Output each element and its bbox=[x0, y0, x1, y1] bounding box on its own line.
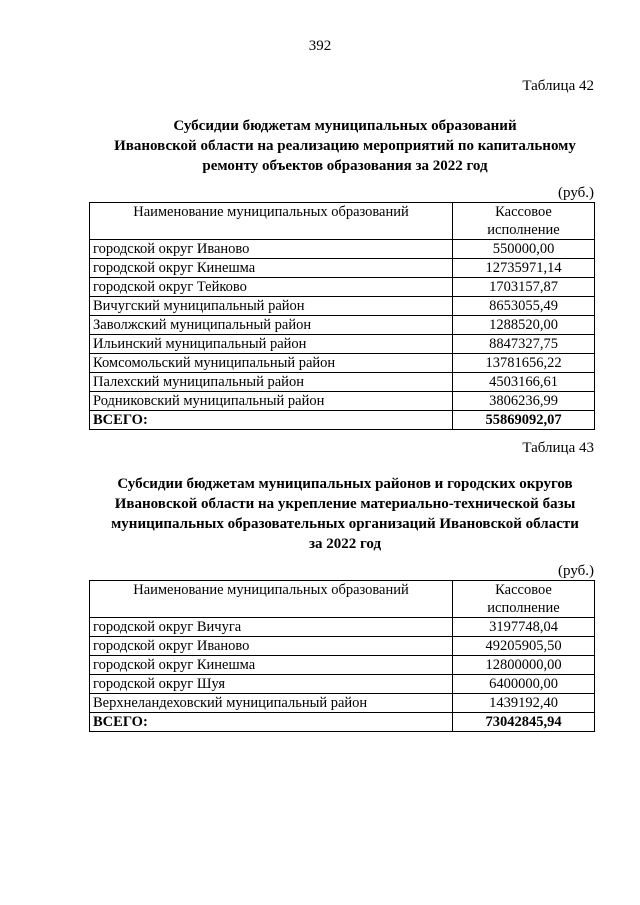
row-name: городской округ Кинешма bbox=[90, 656, 453, 675]
row-name: городской округ Кинешма bbox=[90, 259, 453, 278]
table-43-title bbox=[90, 474, 600, 554]
table-row bbox=[90, 618, 595, 637]
row-value: 4503166,61 bbox=[453, 373, 595, 392]
total-name: ВСЕГО: bbox=[90, 411, 453, 430]
row-value: 49205905,50 bbox=[453, 637, 595, 656]
row-name: Ильинский муниципальный район bbox=[90, 335, 453, 354]
row-name: городской округ Шуя bbox=[90, 675, 453, 694]
row-value: 1703157,87 bbox=[453, 278, 595, 297]
row-value: 1439192,40 bbox=[453, 694, 595, 713]
table-42-title bbox=[90, 116, 600, 176]
row-value: 3197748,04 bbox=[453, 618, 595, 637]
table-row bbox=[90, 392, 595, 411]
row-value: 12735971,14 bbox=[453, 259, 595, 278]
header-name: Наименование муниципальных образований bbox=[90, 203, 453, 240]
header-value bbox=[453, 203, 595, 240]
row-name: городской округ Тейково bbox=[90, 278, 453, 297]
table-row bbox=[90, 278, 595, 297]
table-43-title-line-2: Ивановской области на укрепление материально-технической базы bbox=[114, 496, 576, 512]
row-name: городской округ Иваново bbox=[90, 637, 453, 656]
row-name: городской округ Вичуга bbox=[90, 618, 453, 637]
row-name: городской округ Иваново bbox=[90, 240, 453, 259]
row-name: Палехский муниципальный район bbox=[90, 373, 453, 392]
table-43-label: Таблица 43 bbox=[522, 440, 594, 456]
row-name: Вичугский муниципальный район bbox=[90, 297, 453, 316]
table-42-title-line-1: Субсидии бюджетам муниципальных образований bbox=[173, 118, 517, 134]
table-row bbox=[90, 354, 595, 373]
header-value-line-1: Кассовое bbox=[495, 582, 552, 598]
row-value: 12800000,00 bbox=[453, 656, 595, 675]
row-value: 13781656,22 bbox=[453, 354, 595, 373]
table-header-row bbox=[90, 581, 595, 618]
row-value: 1288520,00 bbox=[453, 316, 595, 335]
table-43-unit: (руб.) bbox=[558, 563, 594, 579]
total-value: 55869092,07 bbox=[453, 411, 595, 430]
table-row bbox=[90, 637, 595, 656]
table-row bbox=[90, 259, 595, 278]
row-value: 8847327,75 bbox=[453, 335, 595, 354]
total-name: ВСЕГО: bbox=[90, 713, 453, 732]
table-42-unit: (руб.) bbox=[558, 185, 594, 201]
header-value-line-1: Кассовое bbox=[495, 204, 552, 220]
table-42-title-line-2: Ивановской области на реализацию мероприятий по капитальному bbox=[114, 138, 576, 154]
table-42-title-line-3: ремонту объектов образования за 2022 год bbox=[202, 158, 488, 174]
total-row bbox=[90, 411, 595, 430]
total-value: 73042845,94 bbox=[453, 713, 595, 732]
row-value: 8653055,49 bbox=[453, 297, 595, 316]
table-row bbox=[90, 240, 595, 259]
header-value-line-2: исполнение bbox=[487, 600, 560, 616]
row-name: Родниковский муниципальный район bbox=[90, 392, 453, 411]
table-row bbox=[90, 297, 595, 316]
table-row bbox=[90, 316, 595, 335]
row-value: 3806236,99 bbox=[453, 392, 595, 411]
header-value bbox=[453, 581, 595, 618]
row-value: 550000,00 bbox=[453, 240, 595, 259]
table-42 bbox=[89, 202, 595, 430]
page-number: 392 bbox=[308, 38, 332, 54]
table-row bbox=[90, 656, 595, 675]
table-42-label: Таблица 42 bbox=[522, 78, 594, 94]
row-name: Заволжский муниципальный район bbox=[90, 316, 453, 335]
table-header-row bbox=[90, 203, 595, 240]
table-43 bbox=[89, 580, 595, 732]
table-43-title-line-1: Субсидии бюджетам муниципальных районов и городских округов bbox=[117, 476, 573, 492]
table-row bbox=[90, 335, 595, 354]
total-row bbox=[90, 713, 595, 732]
table-43-title-line-4: за 2022 год bbox=[308, 536, 382, 552]
table-row bbox=[90, 373, 595, 392]
row-name: Комсомольский муниципальный район bbox=[90, 354, 453, 373]
row-value: 6400000,00 bbox=[453, 675, 595, 694]
table-row bbox=[90, 675, 595, 694]
table-43-title-line-3: муниципальных образовательных организаций Ивановской области bbox=[111, 516, 579, 532]
header-name: Наименование муниципальных образований bbox=[90, 581, 453, 618]
table-row bbox=[90, 694, 595, 713]
row-name: Верхнеландеховский муниципальный район bbox=[90, 694, 453, 713]
header-value-line-2: исполнение bbox=[487, 222, 560, 238]
